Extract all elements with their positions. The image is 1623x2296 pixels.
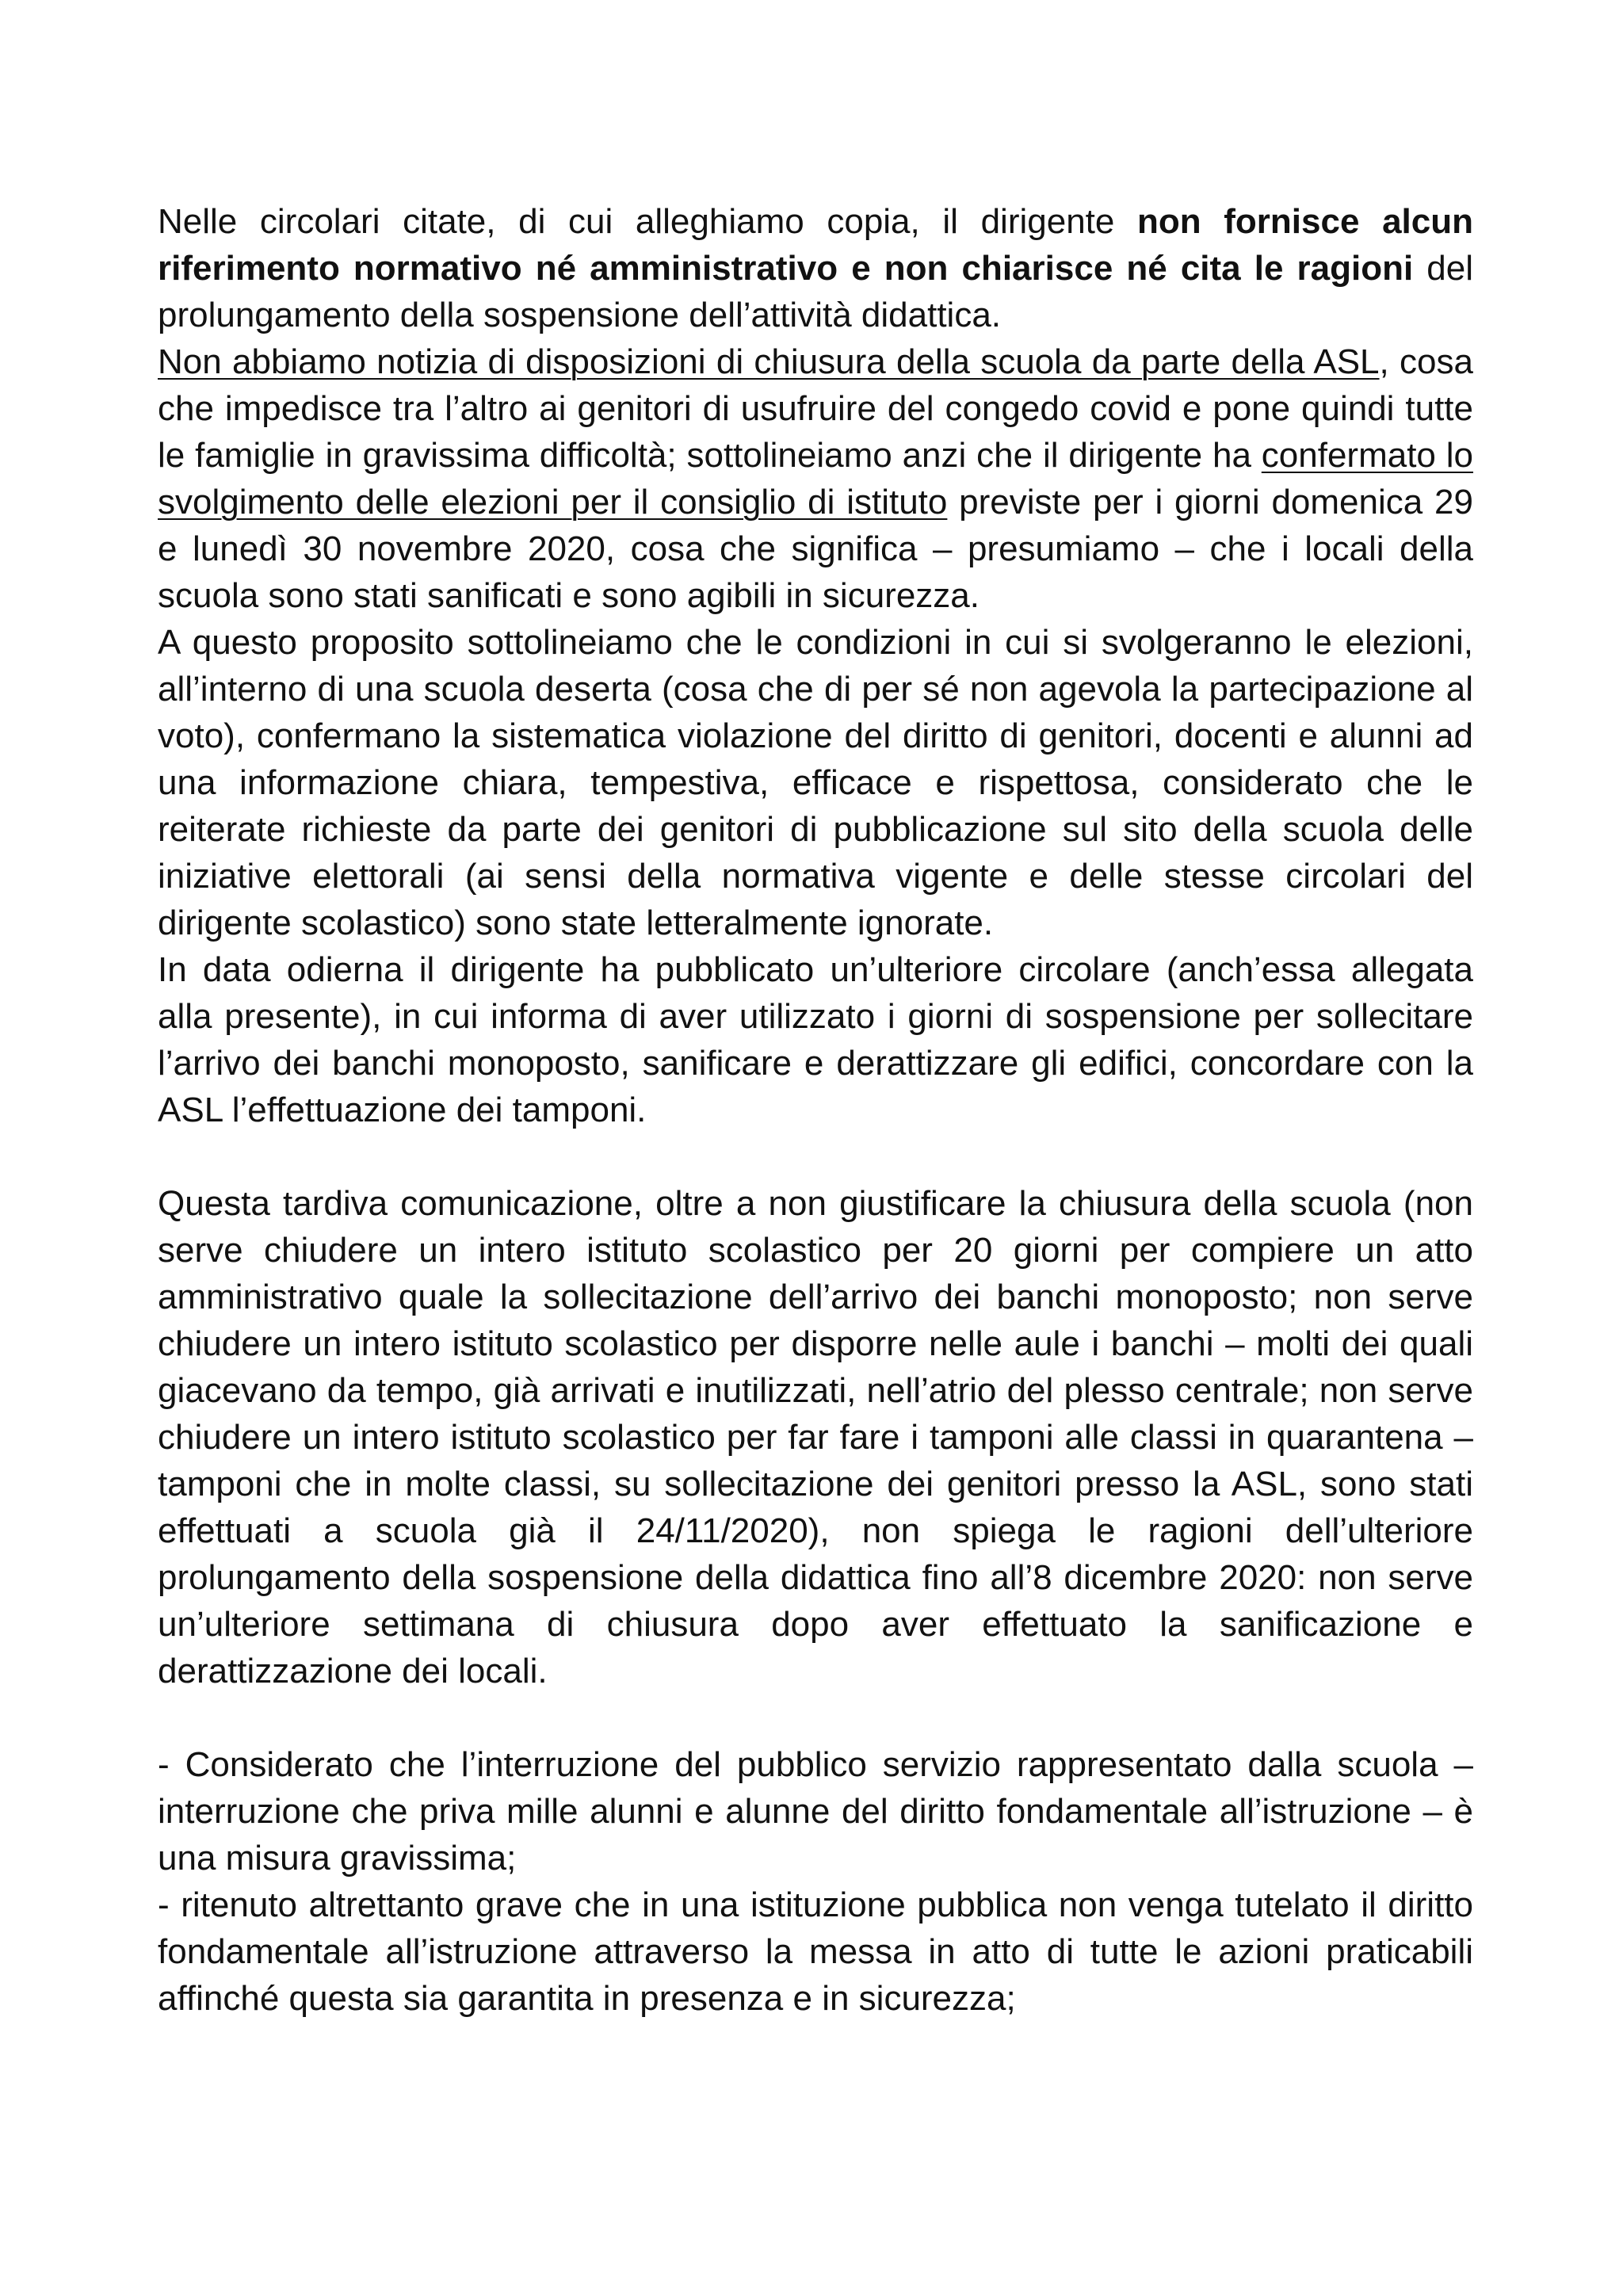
paragraph-new-circular: In data odierna il dirigente ha pubblicato un’ulteriore circolare (anch’essa allegata alla presente), in cui informa di aver utilizzato i giorni di sospensione per sollecitare l’arrivo dei banchi monoposto, sanificare e derattizzare gli edifici, concordare con la ASL l’effettuazione dei tamponi. <box>158 950 1473 1129</box>
document-body <box>158 198 1473 2022</box>
underlined-elections-confirmed: confermato lo svolgimento delle elezioni per il consiglio di istituto <box>158 436 1474 521</box>
paragraph-spacer <box>158 1694 1473 1741</box>
paragraph-circolari: Nelle circolari citate, di cui alleghiamo copia, il dirigente non fornisce alcun riferimento normativo né amministrativo e non chiarisce né cita le ragioni del prolungamento della sospensione dell’attività didattica. <box>158 202 1473 334</box>
underlined-asl-notice: Non abbiamo notizia di disposizioni di chiusura della scuola da parte della ASL <box>158 342 1380 381</box>
list-item-ritenuto: - ritenuto altrettanto grave che in una istituzione pubblica non venga tutelato il diritto fondamentale all’istruzione attraverso la messa in atto di tutte le azioni praticabili affinché questa sia garantita in presenza e in sicurezza; <box>158 1885 1473 2018</box>
paragraph-elections-indented: A questo proposito sottolineiamo che le condizioni in cui si svolgeranno le elezioni, all’interno di una scuola deserta (cosa che di per sé non agevola la partecipazione al voto), confermano la sistematica violazione del diritto di genitori, docenti e alunni ad una informazione chiara, tempestiva, efficace e rispettosa, considerato che le reiterate richieste da parte dei genitori di pubblicazione sul sito della scuola delle iniziative elettorali (ai sensi della normativa vigente e delle stesse circolari del dirigente scolastico) sono state letteralmente ignorate. <box>158 623 1473 942</box>
bold-statement: non fornisce alcun riferimento normativo né amministrativo e non chiarisce né cita le ragioni <box>158 202 1473 288</box>
paragraph-late-communication: Questa tardiva comunicazione, oltre a non giustificare la chiusura della scuola (non serve chiudere un intero istituto scolastico per 20 giorni per compiere un atto amministrativo quale la sollecitazione dell’arrivo dei banchi monoposto; non serve chiudere un intero istituto scolastico per disporre nelle aule i banchi – molti dei quali giacevano da tempo, già arrivati e inutilizzati, nell’atrio del plesso centrale; non serve chiudere un intero istituto scolastico per far fare i tamponi alle classi in quarantena – tamponi che in molte classi, su sollecitazione dei genitori presso la ASL, sono stati effettuati a scuola già il 24/11/2020), non spiega le ragioni dell’ulteriore prolungamento della sospensione della didattica fino all’8 dicembre 2020: non serve un’ulteriore settimana di chiusura dopo aver effettuato la sanificazione e derattizzazione dei locali. <box>158 1184 1473 1690</box>
list-item-considerato: - Considerato che l’interruzione del pubblico servizio rappresentato dalla scuola – interruzione che priva mille alunni e alunne del diritto fondamentale all’istruzione – è una misura gravissima; <box>158 1745 1473 1878</box>
paragraph-asl: Non abbiamo notizia di disposizioni di chiusura della scuola da parte della ASL, cosa che impedisce tra l’altro ai genitori di usufruire del congedo covid e pone quindi tutte le famiglie in gravissima difficoltà; sottolineiamo anzi che il dirigente ha confermato lo svolgimento delle elezioni per il consiglio di istituto previste per i giorni domenica 29 e lunedì 30 novembre 2020, cosa che significa – presumiamo – che i locali della scuola sono stati sanificati e sono agibili in sicurezza. <box>158 342 1474 615</box>
paragraph-spacer <box>158 1133 1473 1180</box>
